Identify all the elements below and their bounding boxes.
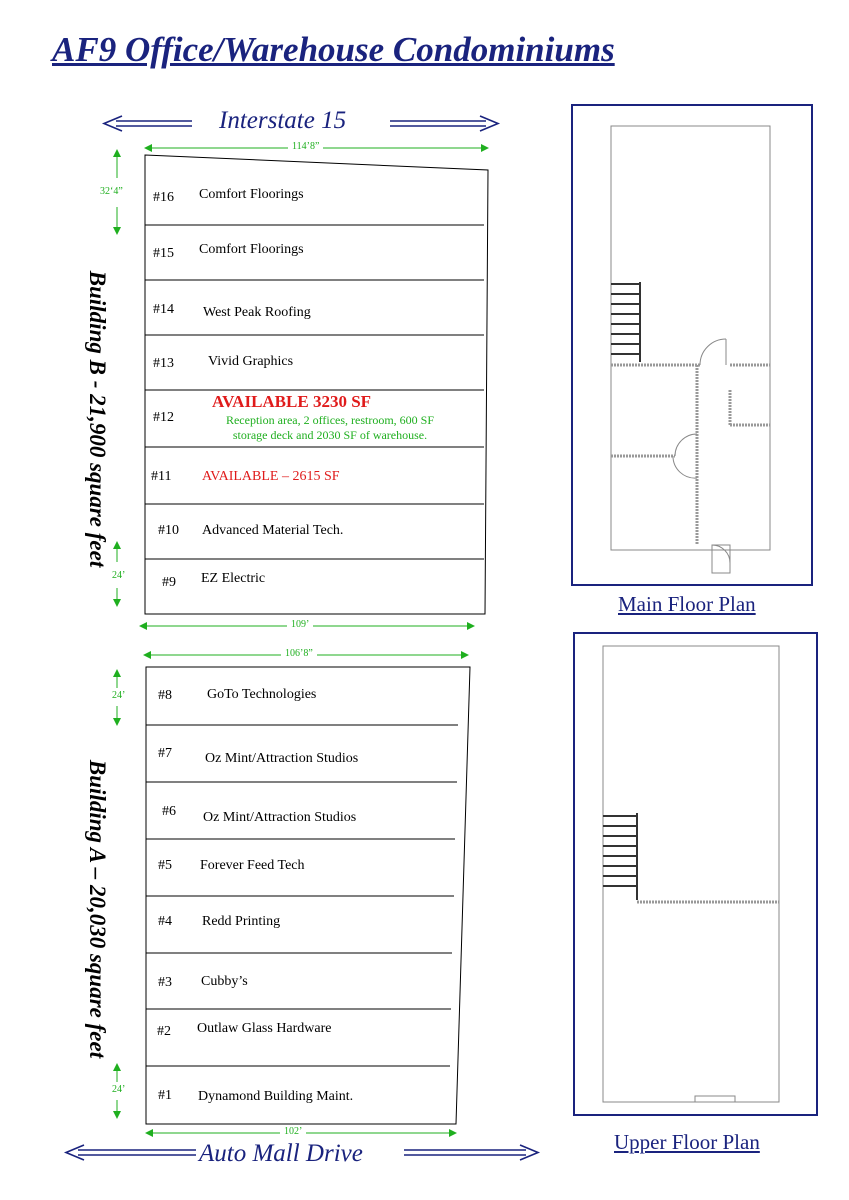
dim-unit-8-depth: 24’: [112, 690, 126, 701]
dim-building-a-bottom: 102’: [280, 1126, 306, 1137]
unit-13-number: #13: [153, 356, 174, 371]
dim-unit-16-depth: 32‘4”: [100, 186, 123, 197]
unit-1-tenant: Dynamond Building Maint.: [198, 1089, 354, 1104]
building-b-label: Building B - 21,900 square feet: [85, 270, 110, 568]
unit-5-tenant: Forever Feed Tech: [200, 858, 305, 873]
unit-6-number: #6: [162, 804, 176, 819]
dim-building-a-top: 106’8”: [281, 648, 317, 659]
unit-4-number: #4: [158, 914, 172, 929]
interstate-arrow-left-icon: [104, 116, 192, 131]
unit-16-number: #16: [153, 190, 174, 205]
unit-15-tenant: Comfort Floorings: [199, 242, 304, 257]
unit-11-available: AVAILABLE – 2615 SF: [202, 469, 340, 484]
main-floor-plan-drawing: [572, 105, 812, 585]
unit-14-number: #14: [153, 302, 174, 317]
unit-4-tenant: Redd Printing: [202, 914, 281, 929]
building-a-outline: [146, 667, 470, 1124]
unit-2-number: #2: [157, 1024, 171, 1039]
interstate-label: Interstate 15: [219, 107, 347, 134]
unit-8-number: #8: [158, 688, 172, 703]
unit-11-number: #11: [151, 469, 172, 484]
main-floor-plan-label: Main Floor Plan: [618, 592, 756, 616]
page-title: AF9 Office/Warehouse Condominiums: [52, 30, 615, 69]
building-b-outline: [145, 155, 488, 614]
unit-15-number: #15: [153, 246, 174, 261]
auto-mall-drive-label: Auto Mall Drive: [199, 1140, 363, 1167]
unit-1-number: #1: [158, 1088, 172, 1103]
unit-3-number: #3: [158, 975, 172, 990]
unit-10-tenant: Advanced Material Tech.: [202, 523, 344, 538]
unit-6-tenant: Oz Mint/Attraction Studios: [203, 810, 357, 825]
unit-12-description-line-2: storage deck and 2030 SF of warehouse.: [232, 428, 428, 442]
dim-unit-1-depth: 24’: [112, 1084, 126, 1095]
dimension-lines: [117, 148, 488, 1133]
unit-12-description-line-1: Reception area, 2 offices, restroom, 600 SF: [225, 413, 435, 427]
upper-floor-plan-label: Upper Floor Plan: [614, 1130, 760, 1154]
dim-building-b-top: 114’8”: [288, 141, 323, 152]
unit-9-tenant: EZ Electric: [201, 571, 266, 586]
automall-arrow-right-icon: [404, 1145, 538, 1160]
unit-12-number: #12: [153, 410, 174, 425]
unit-7-tenant: Oz Mint/Attraction Studios: [205, 751, 359, 766]
automall-arrow-left-icon: [66, 1145, 196, 1160]
unit-7-number: #7: [158, 746, 172, 761]
unit-14-tenant: West Peak Roofing: [203, 305, 311, 320]
unit-2-tenant: Outlaw Glass Hardware: [197, 1021, 332, 1036]
interstate-arrow-right-icon: [390, 116, 498, 131]
unit-13-tenant: Vivid Graphics: [208, 354, 294, 369]
unit-10-number: #10: [158, 523, 179, 538]
unit-16-tenant: Comfort Floorings: [199, 187, 304, 202]
unit-3-tenant: Cubby’s: [201, 974, 248, 989]
unit-9-number: #9: [162, 575, 176, 590]
unit-8-tenant: GoTo Technologies: [207, 687, 317, 702]
building-a-label: Building A – 20,030 square feet: [85, 759, 110, 1059]
unit-5-number: #5: [158, 858, 172, 873]
upper-floor-plan-drawing: [574, 633, 817, 1115]
unit-12-available: AVAILABLE 3230 SF: [212, 392, 372, 411]
dim-building-b-bottom: 109’: [287, 619, 313, 630]
dim-unit-9-depth: 24’: [112, 570, 126, 581]
